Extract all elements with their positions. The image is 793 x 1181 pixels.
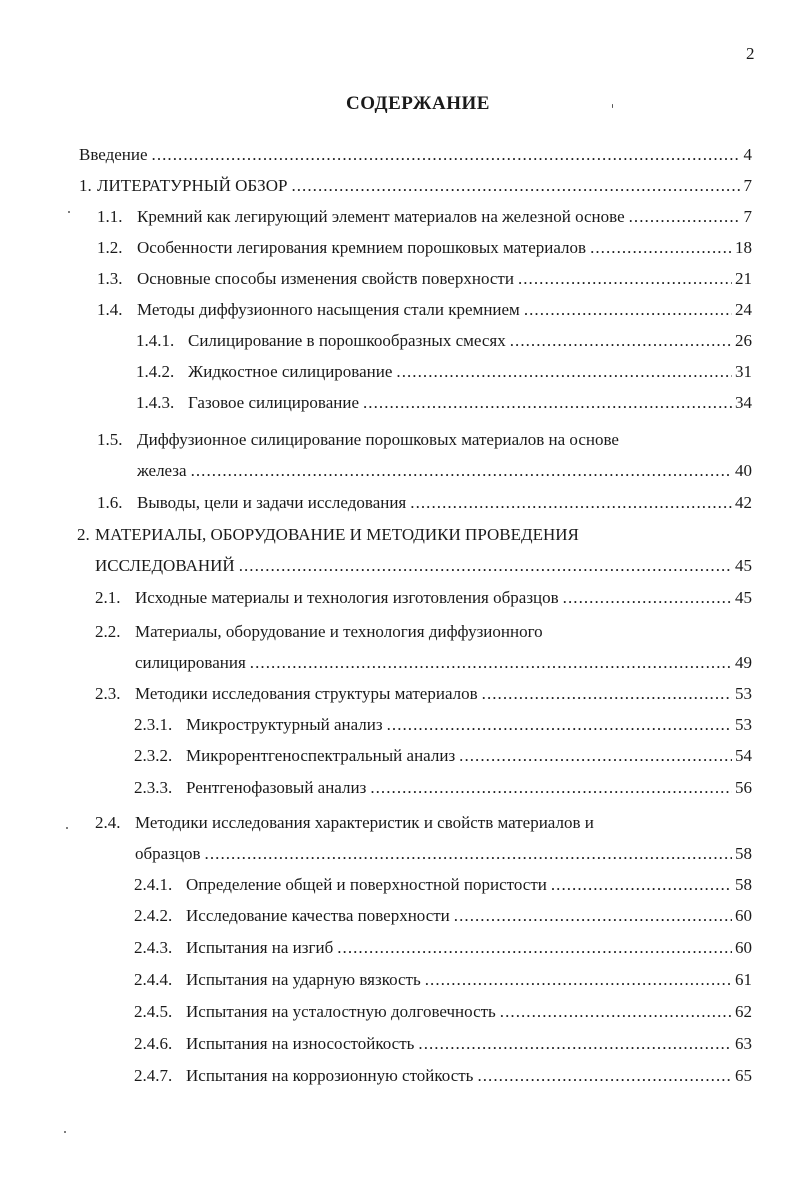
toc-entry-text: Методики исследования характеристик и свойств материалов и — [135, 813, 594, 832]
dot-leader — [239, 550, 732, 581]
dot-leader — [337, 932, 732, 963]
toc-entry-text: Испытания на износостойкость — [186, 1034, 415, 1053]
toc-entry-page: 40 — [735, 461, 752, 480]
toc-entry-2-3[interactable] — [95, 678, 752, 709]
toc-entry-text: Основные способы изменения свойств поверхности — [137, 269, 514, 288]
toc-entry-text: Методики исследования структуры материалов — [135, 684, 478, 703]
toc-entry-2-4-5[interactable] — [134, 996, 752, 1027]
dot-leader — [590, 232, 732, 263]
toc-entry-page: 31 — [735, 362, 752, 381]
toc-entry-page: 26 — [735, 331, 752, 350]
toc-entry-number: 2.3.2. — [134, 746, 173, 765]
toc-entry-page: 63 — [735, 1034, 752, 1053]
toc-entry-page: 65 — [735, 1066, 752, 1085]
toc-entry-text-cont: образцов — [135, 844, 201, 863]
dot-leader — [459, 740, 732, 771]
toc-entry-1-1[interactable] — [97, 201, 752, 232]
toc-entry-number: 2.4. — [95, 813, 121, 832]
toc-entry-number: 2.4.3. — [134, 938, 173, 957]
toc-entry-number: 2.4.1. — [134, 875, 173, 894]
toc-entry-2-cont[interactable] — [95, 550, 752, 581]
toc-entry-1-4-3[interactable] — [136, 387, 752, 418]
toc-entry-page: 54 — [735, 746, 752, 765]
toc-entry-2-4-7[interactable] — [134, 1060, 752, 1091]
toc-entry-text: Особенности легирования кремнием порошковых материалов — [137, 238, 587, 257]
dot-leader — [454, 900, 732, 931]
dot-leader — [551, 869, 732, 900]
toc-entry-text: Испытания на усталостную долговечность — [186, 1002, 496, 1021]
toc-entry-number: 1.4. — [97, 300, 123, 319]
dot-leader — [629, 201, 741, 232]
scan-speck — [66, 827, 68, 829]
toc-entry-2-3-3[interactable] — [134, 772, 752, 803]
toc-entry-text: Кремний как легирующий элемент материалов на железной основе — [137, 207, 625, 226]
toc-entry-1-4[interactable] — [97, 294, 752, 325]
toc-entry-2-2-cont[interactable] — [135, 647, 752, 678]
toc-entry-text: Испытания на изгиб — [186, 938, 334, 957]
toc-entry-1-4-1[interactable] — [136, 325, 752, 356]
toc-entry-number: 2.4.5. — [134, 1002, 173, 1021]
toc-entry-number: 2.4.2. — [134, 906, 173, 925]
toc-entry-page: 49 — [735, 653, 752, 672]
toc-entry-number: 1.1. — [97, 207, 123, 226]
toc-entry-2-4[interactable] — [95, 807, 752, 838]
toc-entry-page: 34 — [735, 393, 752, 412]
toc-entry-text: Исходные материалы и технология изготовления образцов — [135, 588, 559, 607]
toc-entry-2-1[interactable] — [95, 582, 752, 613]
dot-leader — [250, 647, 732, 678]
toc-entry-1-2[interactable] — [97, 232, 752, 263]
toc-entry-text: Газовое силицирование — [188, 393, 359, 412]
toc-entry-number: 2.3.1. — [134, 715, 173, 734]
toc-entry-number: 1.4.3. — [136, 393, 175, 412]
dot-leader — [191, 455, 732, 486]
toc-entry-text: Методы диффузионного насыщения стали кремнием — [137, 300, 520, 319]
toc-entry-page: 45 — [735, 588, 752, 607]
dot-leader — [482, 678, 732, 709]
toc-entry-2-4-3[interactable] — [134, 932, 752, 963]
toc-entry-number: 2.2. — [95, 622, 121, 641]
scan-speck — [64, 1131, 66, 1133]
toc-entry-page: 7 — [743, 207, 752, 226]
dot-leader — [410, 487, 732, 518]
page-number: 2 — [746, 44, 755, 63]
toc-entry-number: 1.4.1. — [136, 331, 175, 350]
scan-speck — [68, 211, 70, 213]
toc-entry-2-4-cont[interactable] — [135, 838, 752, 869]
toc-entry-2-2[interactable] — [95, 616, 752, 647]
toc-entry-text: Силицирование в порошкообразных смесях — [188, 331, 506, 350]
toc-entry-page: 62 — [735, 1002, 752, 1021]
toc-entry-text: Исследование качества поверхности — [186, 906, 450, 925]
toc-entry-number: 1.6. — [97, 493, 123, 512]
toc-entry-text: Рентгенофазовый анализ — [186, 778, 367, 797]
dot-leader — [370, 772, 732, 803]
toc-entry-text: ЛИТЕРАТУРНЫЙ ОБЗОР — [97, 176, 288, 195]
toc-entry-1[interactable] — [79, 170, 752, 201]
page-title: СОДЕРЖАНИЕ — [346, 93, 490, 114]
toc-entry-1-6[interactable] — [97, 487, 752, 518]
toc-entry-text: Испытания на коррозионную стойкость — [186, 1066, 474, 1085]
toc-entry-text-cont: ИССЛЕДОВАНИЙ — [95, 556, 235, 575]
dot-leader — [205, 838, 732, 869]
dot-leader — [152, 139, 741, 170]
toc-entry-text: МАТЕРИАЛЫ, ОБОРУДОВАНИЕ И МЕТОДИКИ ПРОВЕДЕНИЯ — [95, 525, 579, 544]
toc-entry-text: Введение — [79, 145, 148, 164]
dot-leader — [477, 1060, 732, 1091]
toc-entry-page: 60 — [735, 906, 752, 925]
toc-entry-page: 42 — [735, 493, 752, 512]
toc-entry-number: 1.4.2. — [136, 362, 175, 381]
toc-entry-page: 58 — [735, 875, 752, 894]
toc-entry-2-4-6[interactable] — [134, 1028, 752, 1059]
dot-leader — [425, 964, 732, 995]
toc-entry-2-4-4[interactable] — [134, 964, 752, 995]
toc-entry-page: 56 — [735, 778, 752, 797]
toc-entry-number: 2.4.6. — [134, 1034, 173, 1053]
toc-entry-number: 2.3.3. — [134, 778, 173, 797]
toc-entry-number: 1.3. — [97, 269, 123, 288]
toc-entry-2-3-2[interactable] — [134, 740, 752, 771]
toc-entry-page: 61 — [735, 970, 752, 989]
toc-entry-number: 2. — [77, 525, 90, 544]
toc-entry-2-4-1[interactable] — [134, 869, 752, 900]
toc-entry-text: Диффузионное силицирование порошковых материалов на основе — [137, 430, 619, 449]
toc-entry-text-cont: силицирования — [135, 653, 246, 672]
toc-entry-number: 2.3. — [95, 684, 121, 703]
toc-entry-number: 2.4.4. — [134, 970, 173, 989]
toc-entry-2[interactable] — [77, 519, 752, 550]
toc-entry-1-3[interactable] — [97, 263, 752, 294]
toc-entry-text: Определение общей и поверхностной пористости — [186, 875, 547, 894]
toc-entry-number: 1.5. — [97, 430, 123, 449]
toc-entry-number: 2.1. — [95, 588, 121, 607]
toc-entry-page: 18 — [735, 238, 752, 257]
toc-entry-page: 7 — [743, 176, 752, 195]
toc-entry-text: Испытания на ударную вязкость — [186, 970, 421, 989]
dot-leader — [563, 582, 732, 613]
dot-leader — [524, 294, 732, 325]
toc-entry-intro[interactable] — [79, 139, 752, 170]
dot-leader — [418, 1028, 732, 1059]
toc-entry-text: Жидкостное силицирование — [188, 362, 393, 381]
dot-leader — [510, 325, 732, 356]
toc-entry-page: 45 — [735, 556, 752, 575]
toc-entry-text: Микрорентгеноспектральный анализ — [186, 746, 456, 765]
toc-entry-text: Микроструктурный анализ — [186, 715, 383, 734]
toc-entry-page: 24 — [735, 300, 752, 319]
dot-leader — [387, 709, 732, 740]
toc-entry-page: 21 — [735, 269, 752, 288]
toc-entry-page: 60 — [735, 938, 752, 957]
toc-entry-page: 58 — [735, 844, 752, 863]
dot-leader — [291, 170, 740, 201]
toc-entry-2-4-2[interactable] — [134, 900, 752, 931]
toc-entry-1-5[interactable] — [97, 424, 752, 455]
toc-entry-1-5-cont[interactable] — [137, 455, 752, 486]
dot-leader — [500, 996, 732, 1027]
toc-entry-number: 1. — [79, 176, 92, 195]
toc-entry-text: Выводы, цели и задачи исследования — [137, 493, 407, 512]
dot-leader — [396, 356, 732, 387]
toc-entry-2-3-1[interactable] — [134, 709, 752, 740]
toc-entry-page: 53 — [735, 684, 752, 703]
toc-entry-text: Материалы, оборудование и технология диффузионного — [135, 622, 543, 641]
toc-entry-text-cont: железа — [137, 461, 187, 480]
toc-entry-page: 53 — [735, 715, 752, 734]
toc-entry-number: 1.2. — [97, 238, 123, 257]
dot-leader — [363, 387, 732, 418]
dot-leader — [518, 263, 732, 294]
toc-entry-1-4-2[interactable] — [136, 356, 752, 387]
scan-speck — [612, 104, 613, 108]
toc-entry-number: 2.4.7. — [134, 1066, 173, 1085]
toc-entry-page: 4 — [743, 145, 752, 164]
